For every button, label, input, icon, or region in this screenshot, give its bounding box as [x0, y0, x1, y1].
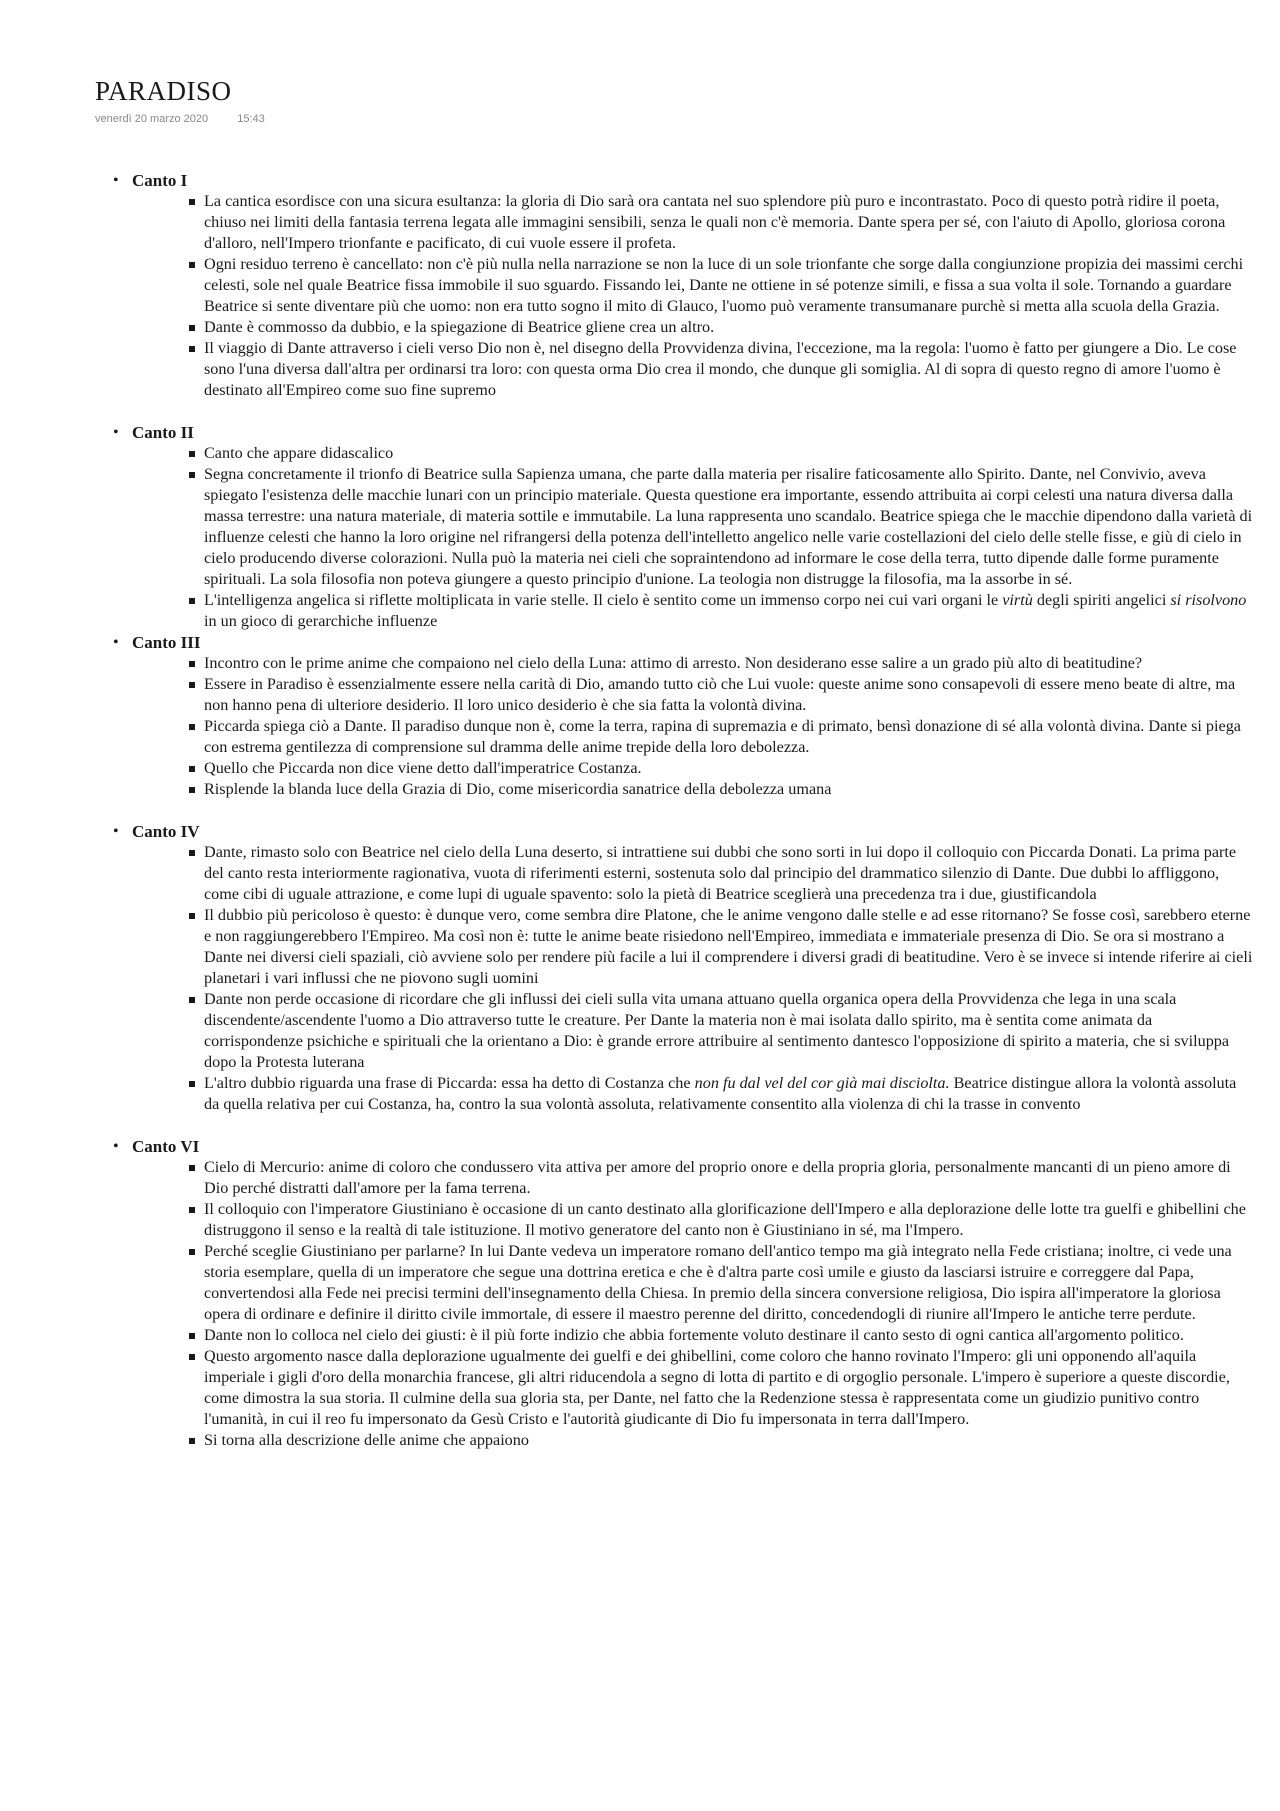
point-list: [132, 1157, 1255, 1451]
point-item: Si torna alla descrizione delle anime che appaiono: [204, 1430, 1255, 1451]
point-item: Quello che Piccarda non dice viene detto dall'imperatrice Costanza.: [204, 758, 1255, 779]
canto-title: • Canto II: [132, 423, 194, 442]
canto-item: [95, 632, 1255, 800]
page-time: 15:43: [237, 113, 265, 125]
page-title: PARADISO: [95, 76, 232, 106]
canto-item: [95, 821, 1255, 1115]
page-date: venerdì 20 marzo 2020: [95, 113, 209, 125]
point-text: L'altro dubbio riguarda una frase di Piccarda: essa ha detto di Costanza che: [204, 1074, 695, 1092]
point-item: Dante non lo colloca nel cielo dei giusti: è il più forte indizio che abbia fortemente voluto destinare il canto sesto di ogni cantica all'argomento politico.: [204, 1325, 1255, 1346]
canto-title: • Canto III: [132, 633, 201, 652]
point-list: [132, 191, 1255, 401]
canto-item: [95, 1136, 1255, 1451]
canto-title: • Canto VI: [132, 1137, 200, 1156]
point-list: [132, 842, 1255, 1115]
point-item: Il viaggio di Dante attraverso i cieli verso Dio non è, nel disegno della Provvidenza divina, l'eccezione, ma la regola: l'uomo è fatto per giungere a Dio. Le cose sono l'una diversa dall'altra per ordinarsi tra loro: con questa orma Dio crea il mondo, che dunque gli somiglia. Al di sopra di questo regno di amore l'uomo è destinato all'Empireo come suo fine supremo: [204, 338, 1255, 401]
point-item: [204, 590, 1255, 632]
canto-title: • Canto I: [132, 171, 188, 190]
canto-item: [95, 422, 1255, 632]
note-content: [95, 170, 1255, 1451]
point-item: La cantica esordisce con una sicura esultanza: la gloria di Dio sarà ora cantata nel suo splendore più puro e incontrastato. Poco di questo potrà ridire il poeta, chiuso nei limiti della fantasia terrena legata alle immagini sensibili, senza le quali non c'è memoria. Dante spera per sé, con l'aiuto di Apollo, gloriosa corona d'alloro, nell'Impero trionfante e pacificato, di cui vuole essere il profeta.: [204, 191, 1255, 254]
point-emphasis: si risolvono: [1170, 591, 1247, 609]
point-item: Canto che appare didascalico: [204, 443, 1255, 464]
point-emphasis: non fu dal vel del cor già mai disciolta.: [694, 1074, 950, 1092]
point-emphasis: virtù: [1002, 591, 1033, 609]
canto-list: [95, 170, 1255, 1451]
point-item: Segna concretamente il trionfo di Beatrice sulla Sapienza umana, che parte dalla materia per risalire faticosamente allo Spirito. Dante, nel Convivio, aveva spiegato l'esistenza delle macchie lunari con un principio materiale. Questa questione era importante, essendo attribuita ai corpi celesti una natura diversa dalla massa terrestre: una natura materiale, di materia sottile e immutabile. La luna rappresenta uno scandalo. Beatrice spiega che le macchie dipendono dalla varietà di influenze celesti che hanno la loro origine nel rifrangersi della potenza dell'intelletto angelico nelle varie costellazioni del cielo delle stelle fisse, e giù di cielo in cielo producendo diverse colorazioni. Nulla può la materia nei cieli che sopraintendono ad informare le cose della terra, tutto dipende dalle forme puramente spirituali. La sola filosofia non poteva giungere a questo principio d'unione. La teologia non distrugge la filosofia, ma la assorbe in sé.: [204, 464, 1255, 590]
point-item: [204, 1073, 1255, 1115]
point-item: Il dubbio più pericoloso è questo: è dunque vero, come sembra dire Platone, che le anime vengono dalle stelle e ad esse ritornano? Se fosse così, sarebbero eterne e non raggiungerebbero l'Empireo. Ma così non è: tutte le anime beate risiedono nell'Empireo, immediata e immateriale presenza di Dio. Se ora si mostrano a Dante nei diversi cieli spaziali, ciò avviene solo per rendere più facile a lui il comprendere i diversi gradi di beatitudine. Vero è se invece si intende riferire ai cieli planetari i vari influssi che ne piovono sugli uomini: [204, 905, 1255, 989]
point-item: Il colloquio con l'imperatore Giustiniano è occasione di un canto destinato alla glorificazione dell'Impero e alla deplorazione delle lotte tra guelfi e ghibellini che distruggono il senso e la realtà di tale istituzione. Il motivo generatore del canto non è Giustiniano in sé, ma l'Impero.: [204, 1199, 1255, 1241]
point-item: Essere in Paradiso è essenzialmente essere nella carità di Dio, amando tutto ciò che Lui vuole: queste anime sono consapevoli di essere meno beate di altre, ma non hanno pena di ulteriore desiderio. Il loro unico desiderio è che sia fatta la volontà divina.: [204, 674, 1255, 716]
point-item: Piccarda spiega ciò a Dante. Il paradiso dunque non è, come la terra, rapina di supremazia e di primato, bensì donazione di sé alla volontà divina. Dante si piega con estrema gentilezza di comprensione sul dramma delle anime trepide della loro debolezza.: [204, 716, 1255, 758]
point-text: degli spiriti angelici: [1032, 591, 1171, 609]
point-list: [132, 443, 1255, 632]
point-item: Perché sceglie Giustiniano per parlarne? In lui Dante vedeva un imperatore romano dell'antico tempo ma già integrato nella Fede cristiana; inoltre, ci vede una storia esemplare, quella di un imperatore che segue una dottrina eretica e che è d'altra parte così umile e giusto da lasciarsi istruire e correggere dal Papa, convertendosi alla Fede nei precisi termini dell'insegnamento della Chiesa. In premio della sincera conversione religiosa, Dio ispira all'imperatore la gloriosa opera di ordinare e definire il diritto civile immortale, di essere il maestro perenne del diritto, concedendogli di riunire all'Impero le antiche terre perdute.: [204, 1241, 1255, 1325]
point-item: Ogni residuo terreno è cancellato: non c'è più nulla nella narrazione se non la luce di un sole trionfante che sorge dalla congiunzione propizia dei massimi cerchi celesti, sole nel quale Beatrice fissa immobile il suo sguardo. Fissando lei, Dante ne ottiene in sé potenze simili, e fissa a sua volta il sole. Tornando a guardare Beatrice si sente diventare più che uomo: non era tutto sogno il mito di Glauco, l'uomo può veramente transumanare purchè si metta alla scuola della Grazia.: [204, 254, 1255, 317]
canto-title: • Canto IV: [132, 822, 200, 841]
page-metadata: [95, 113, 265, 125]
point-item: Risplende la blanda luce della Grazia di Dio, come misericordia sanatrice della debolezza umana: [204, 779, 1255, 800]
point-item: Cielo di Mercurio: anime di coloro che condussero vita attiva per amore del proprio onore e della propria gloria, personalmente mancanti di un pieno amore di Dio perché distratti dall'amore per la fama terrena.: [204, 1157, 1255, 1199]
point-item: Dante non perde occasione di ricordare che gli influssi dei cieli sulla vita umana attuano quella organica opera della Provvidenza che lega in una scala discendente/ascendente l'uomo a Dio attraverso tutte le creature. Per Dante la materia non è mai isolata dallo spirito, ma è sentita come animata da corrispondenze psichiche e spirituali che la orientano a Dio: è grande errore attribuire al sentimento dantesco l'opposizione di spirito a materia, che si sviluppa dopo la Protesta luterana: [204, 989, 1255, 1073]
point-text: in un gioco di gerarchiche influenze: [204, 612, 438, 630]
point-item: Dante, rimasto solo con Beatrice nel cielo della Luna deserto, si intrattiene sui dubbi che sono sorti in lui dopo il colloquio con Piccarda Donati. La prima parte del canto resta interiormente ragionativa, vuota di riferimenti esterni, sostenuta solo dal principio del drammatico silenzio di Dante. Due dubbi lo affliggono, come cibi di uguale attrazione, e come lupi di uguale spavento: solo la pietà di Beatrice sceglierà una precedenza tra i due, giustificandola: [204, 842, 1255, 905]
point-text: Beatrice distingue allora la volontà assoluta da quella relativa per cui Costanza, ha, contro la sua volontà assoluta, relativamente consentito alla violenza di chi la trasse in convento: [204, 1074, 1237, 1113]
point-list: [132, 653, 1255, 800]
point-item: Dante è commosso da dubbio, e la spiegazione di Beatrice gliene crea un altro.: [204, 317, 1255, 338]
canto-item: [95, 170, 1255, 401]
point-item: Questo argomento nasce dalla deplorazione ugualmente dei guelfi e dei ghibellini, come coloro che hanno rovinato l'Impero: gli uni opponendo all'aquila imperiale i gigli d'oro della monarchia francese, gli altri riducendola a segno di lotta di partito e di orgoglio personale. L'impero è superiore a queste discordie, come dimostra la sua storia. Il culmine della sua gloria sta, per Dante, nel fatto che la Redenzione stessa è rappresentata come un giudizio punitivo contro l'umanità, in cui il reo fu impersonato da Gesù Cristo e l'autorità giudicante di Dio fu impersonata in terra dall'Impero.: [204, 1346, 1255, 1430]
point-item: Incontro con le prime anime che compaiono nel cielo della Luna: attimo di arresto. Non desiderano esse salire a un grado più alto di beatitudine?: [204, 653, 1255, 674]
point-text: L'intelligenza angelica si riflette moltiplicata in varie stelle. Il cielo è sentito come un immenso corpo nei cui vari organi le: [204, 591, 1003, 609]
